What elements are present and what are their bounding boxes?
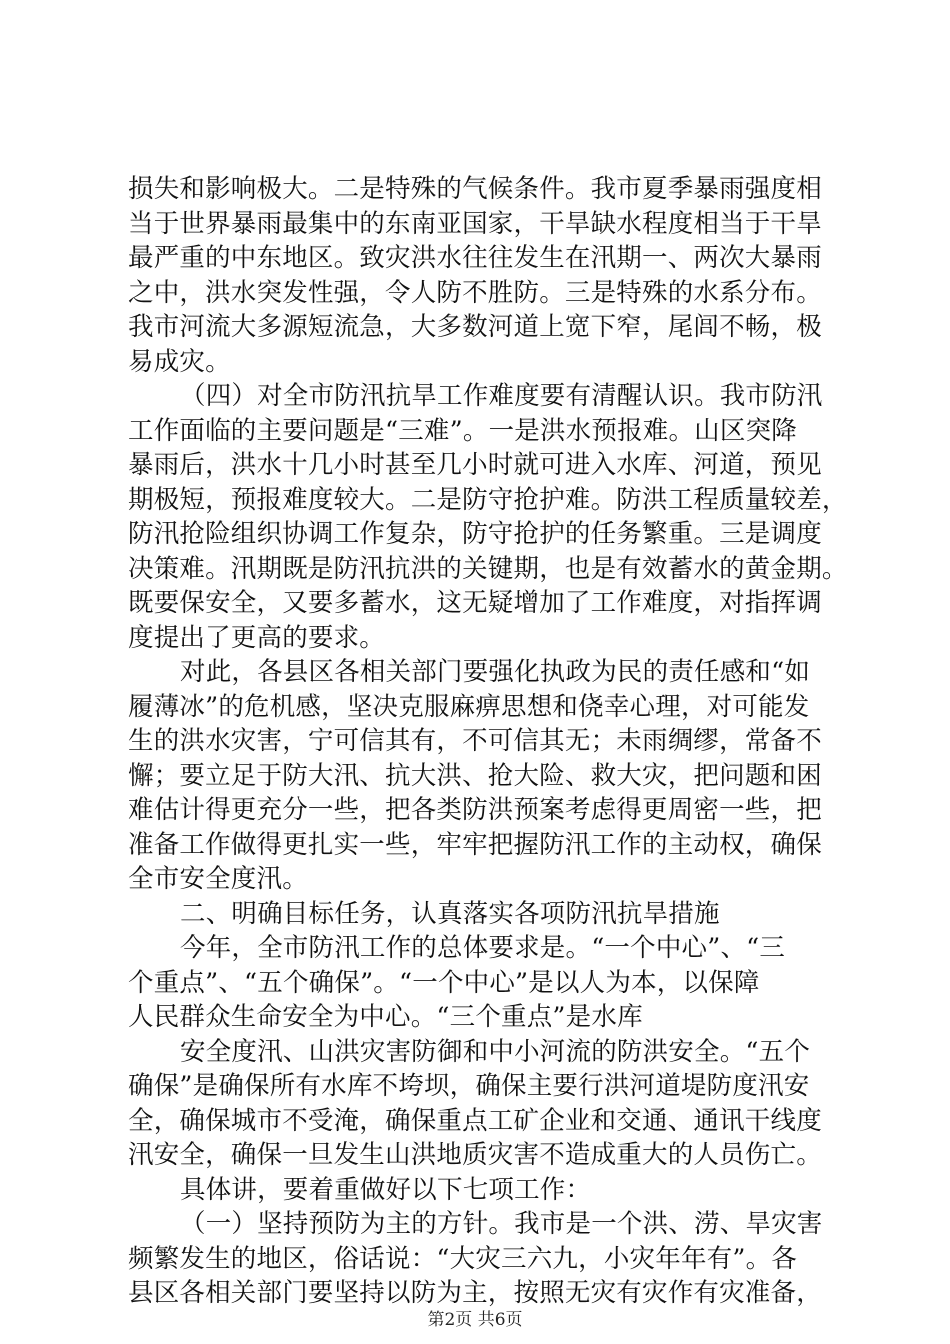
text-line: 最严重的中东地区。致灾洪水往往发生在汛期一、两次大暴雨	[128, 243, 822, 273]
text-line: 决策难。汛期既是防汛抗洪的关键期，也是有效蓄水的黄金期。	[128, 554, 848, 584]
text-line: 全市安全度汛。	[128, 864, 308, 894]
text-line: 确保”是确保所有水库不垮坝，确保主要行洪河道堤防度汛安	[128, 1071, 810, 1101]
text-line: 准备工作做得更扎实一些，牢牢把握防汛工作的主动权，确保	[128, 830, 822, 860]
paragraph-start: 具体讲，要着重做好以下七项工作：	[180, 1175, 592, 1205]
text-line: 期极短，预报难度较大。二是防守抢护难。防洪工程质量较差，	[128, 485, 848, 515]
paragraph-start: （一）坚持预防为主的方针。我市是一个洪、涝、旱灾害	[180, 1209, 823, 1239]
paragraph-start: 对此，各县区各相关部门要强化执政为民的责任感和“如	[180, 657, 811, 687]
section-heading: 二、明确目标任务，认真落实各项防汛抗旱措施	[180, 899, 720, 929]
text-line: 既要保安全，又要多蓄水，这无疑增加了工作难度，对指挥调	[128, 588, 822, 618]
text-line: 防汛抢险组织协调工作复杂，防守抢护的任务繁重。三是调度	[128, 519, 822, 549]
text-line: 我市河流大多源短流急，大多数河道上宽下窄，尾闾不畅，极	[128, 312, 822, 342]
paragraph-start: 今年，全市防汛工作的总体要求是。“一个中心”、“三	[180, 933, 786, 963]
paragraph-start: 安全度汛、山洪灾害防御和中小河流的防洪安全。“五个	[180, 1037, 811, 1067]
text-line: 生的洪水灾害，宁可信其有，不可信其无；未雨绸缪，常备不	[128, 726, 822, 756]
text-line: 汛安全，确保一旦发生山洪地质灾害不造成重大的人员伤亡。	[128, 1140, 822, 1170]
text-line: 县区各相关部门要坚持以防为主，按照无灾有灾作有灾准备，	[128, 1278, 822, 1308]
text-line: 暴雨后，洪水十几小时甚至几小时就可进入水库、河道，预见	[128, 450, 822, 480]
text-line: 懈；要立足于防大汛、抗大洪、抢大险、救大灾，把问题和困	[128, 761, 822, 791]
text-line: 全，确保城市不受淹，确保重点工矿企业和交通、通讯干线度	[128, 1106, 822, 1136]
text-line: 人民群众生命安全为中心。“三个重点”是水库	[128, 1002, 643, 1032]
paragraph-start: （四）对全市防汛抗旱工作难度要有清醒认识。我市防汛	[180, 381, 823, 411]
text-line: 易成灾。	[128, 347, 231, 377]
text-line: 个重点”、“五个确保”。“一个中心”是以人为本，以保障	[128, 968, 760, 998]
text-line: 工作面临的主要问题是“三难”。一是洪水预报难。山区突降	[128, 416, 797, 446]
text-line: 损失和影响极大。二是特殊的气候条件。我市夏季暴雨强度相	[128, 174, 822, 204]
text-line: 频繁发生的地区，俗话说：“大灾三六九，小灾年年有”。各	[128, 1244, 797, 1274]
text-line: 之中，洪水突发性强，令人防不胜防。三是特殊的水系分布。	[128, 278, 822, 308]
text-line: 难估计得更充分一些，把各类防洪预案考虑得更周密一些，把	[128, 795, 822, 825]
text-line: 度提出了更高的要求。	[128, 623, 386, 653]
page-footer: 第2页 共6页	[427, 1310, 523, 1330]
text-line: 履薄冰”的危机感，坚决克服麻痹思想和侥幸心理，对可能发	[128, 692, 810, 722]
text-line: 当于世界暴雨最集中的东南亚国家，干旱缺水程度相当于干旱	[128, 209, 822, 239]
